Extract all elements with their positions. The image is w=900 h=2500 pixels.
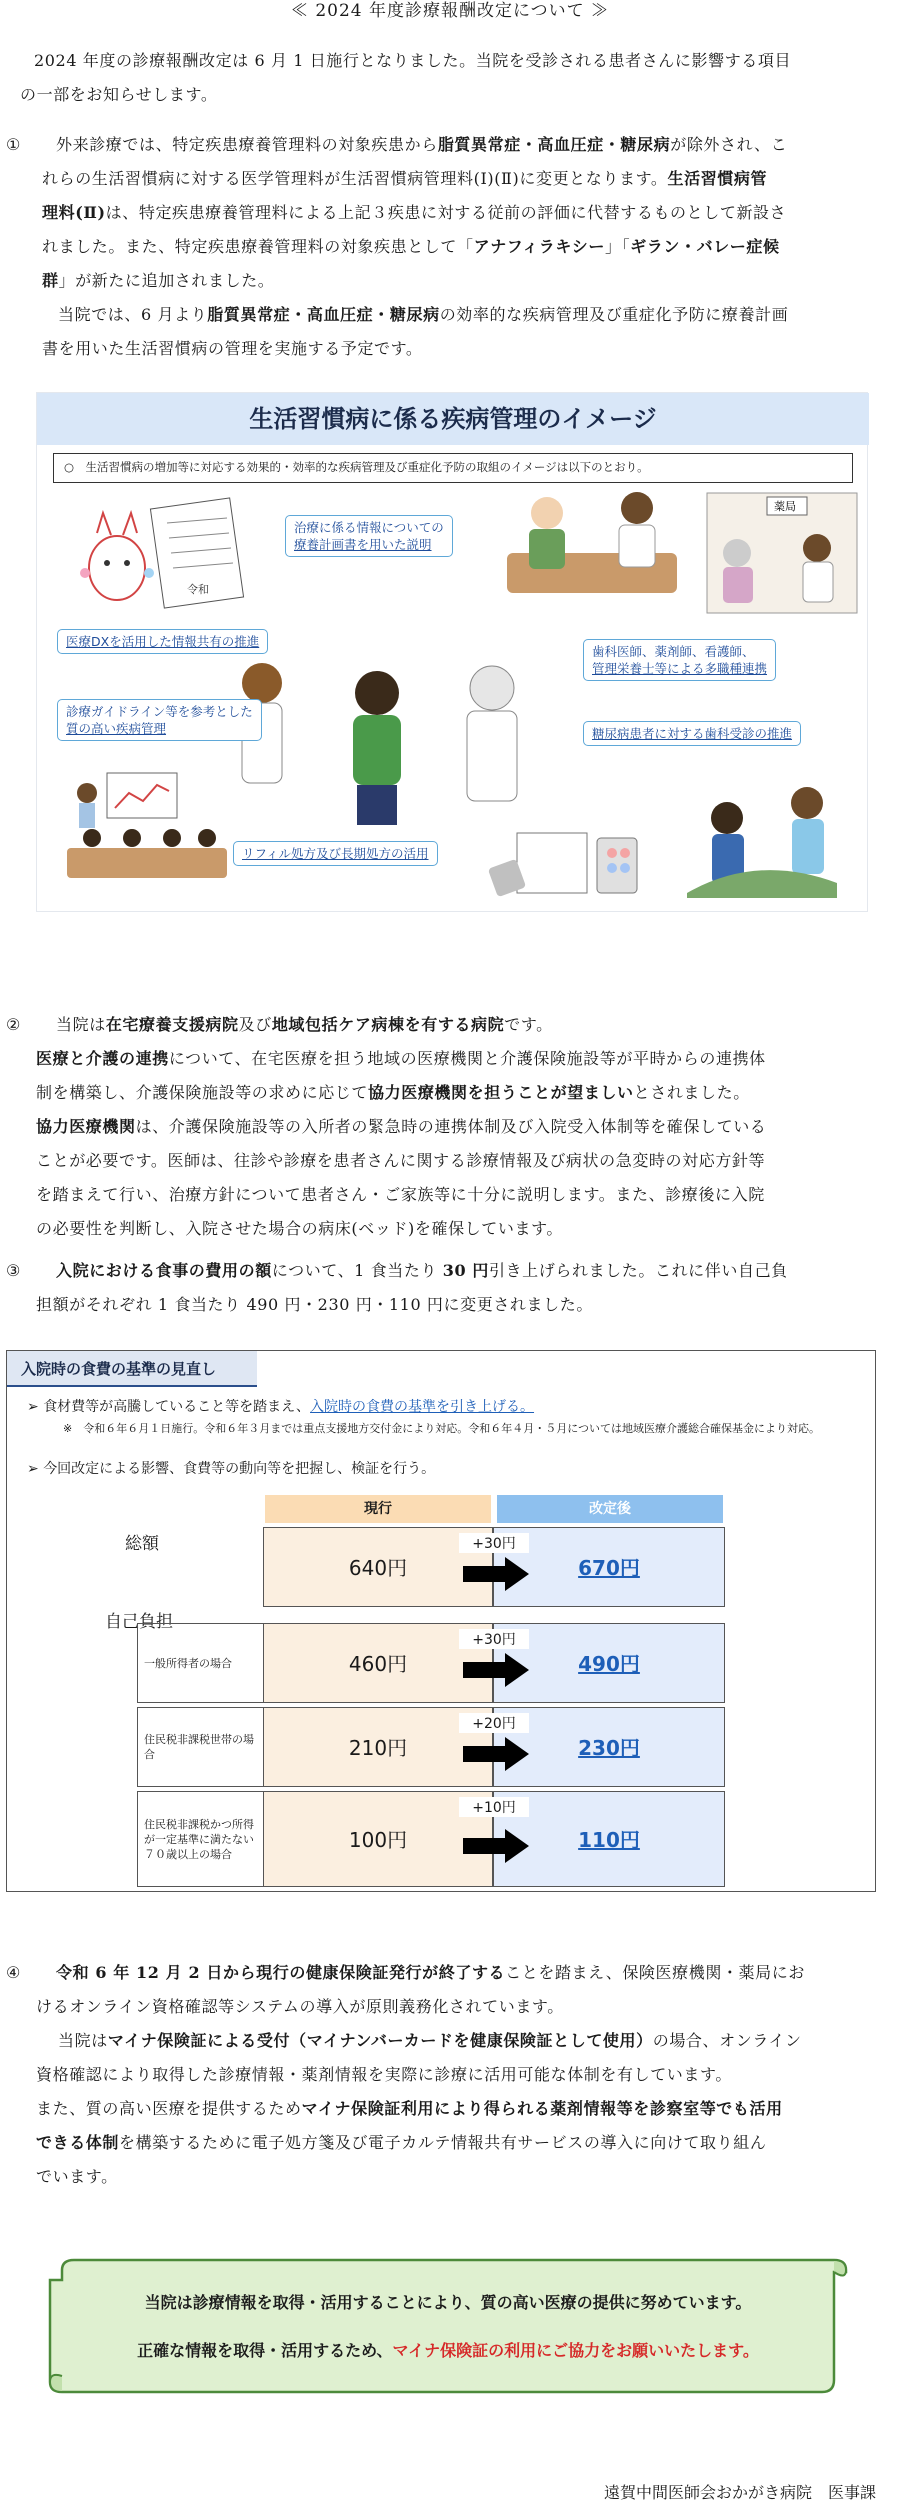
text: 脂質異常症・高血圧症・糖尿病 (207, 305, 440, 324)
text: 地域包括ケア病棟を有する病院 (271, 1015, 505, 1034)
pharmacy-scene (707, 493, 857, 613)
text: を構築するために電子処方箋及び電子カルテ情報共有サービスの導入に向けて取り組ん (119, 2133, 767, 2152)
figure-title: 生活習慣病に係る疾病管理のイメージ (37, 393, 869, 445)
text: 引き上げられました。これに伴い自己負 (488, 1261, 788, 1280)
text: 書を用いた生活習慣病の管理を実施する予定です。 (42, 339, 423, 358)
col-current: 現行 (265, 1495, 491, 1523)
section-number: ③ (6, 1261, 21, 1280)
text: 制を構築し、介護保険施設等の求めに応じて (36, 1083, 369, 1102)
signature: 遠賀中間医師会おかがき病院 医事課 (603, 2483, 876, 2500)
arrow-right-icon (463, 1737, 529, 1771)
text: の場合、オンライン (652, 2031, 802, 2050)
increase-amount: +10円 (459, 1797, 529, 1817)
text: 協力医療機関を担うことが望ましい (368, 1083, 634, 1102)
figure-header: 入院時の食費の基準の見直し (7, 1351, 257, 1387)
text: 生活習慣病管 (667, 169, 768, 188)
text: 在宅療養支援病院 (105, 1015, 239, 1034)
section-number: ② (6, 1015, 21, 1034)
section-1 (6, 128, 886, 366)
scroll-frame (44, 2256, 852, 2396)
text: でいます。 (36, 2167, 118, 2186)
text: 協力医療機関 (36, 1117, 136, 1136)
text: 30 円 (442, 1261, 489, 1280)
section-number: ① (6, 135, 21, 154)
text: 入院における食事の費用の額 (56, 1261, 272, 1280)
current-amount: 210円 (263, 1707, 493, 1787)
mascot-icon (80, 513, 154, 600)
label-medical-dx: 医療DXを活用した情報共有の推進 (57, 629, 268, 654)
section-2 (6, 1008, 886, 1246)
medication-icon (488, 833, 637, 897)
text: れました。また、特定疾患療養管理料の対象疾患として「 (42, 237, 474, 256)
text: 当院は (58, 2031, 108, 2050)
text: また、質の高い医療を提供するため (36, 2099, 302, 2118)
lifestyle-disease-figure (36, 392, 868, 912)
dental-scene (687, 787, 837, 898)
text: について、在宅医療を担う地域の医療機関と介護保険施設等が平時からの連携体 (168, 1049, 766, 1068)
col-revised: 改定後 (497, 1495, 723, 1523)
section-4 (6, 1956, 886, 2194)
revised-amount: 490円 (493, 1623, 725, 1703)
text: 群 (42, 271, 59, 290)
current-amount: 100円 (263, 1791, 493, 1887)
plan-document-icon (150, 498, 243, 608)
text: ギラン・バレー症候 (630, 237, 780, 256)
text: ことを踏まえ、保険医療機関・薬局にお (505, 1963, 805, 1982)
text: けるオンライン資格確認等システムの導入が原則義務化されています。 (36, 1997, 564, 2016)
text: について、1 食当たり (271, 1261, 443, 1280)
text: を踏まえて行い、治療方針について患者さん・ご家族等に十分に説明します。また、診療後に入院 (36, 1185, 765, 1204)
text: マイナ保険証による受付（マイナンバーカードを健康保険証として使用） (107, 2031, 653, 2050)
bullet-1: ➢ 食材費等が高騰していること等を踏まえ、入院時の食費の基準を引き上げる。 (27, 1399, 535, 1415)
label-refill: リフィル処方及び長期処方の活用 (233, 841, 438, 866)
current-amount: 640円 (263, 1527, 493, 1607)
intro-line: の一部をお知らせします。 (20, 85, 218, 104)
notice-line-2: 正確な情報を取得・活用するため、マイナ保険証の利用にご協力をお願いいたします。 (137, 2341, 759, 2360)
section-3 (6, 1254, 886, 1322)
page-title: ≪ 2024 年度診療報酬改定について ≫ (290, 1, 610, 21)
increase-amount: +30円 (459, 1533, 529, 1553)
section-number: ④ (6, 1963, 21, 1982)
label-guidelines: 診療ガイドライン等を参考とした 質の高い疾病管理 (57, 699, 262, 741)
revised-amount: 230円 (493, 1707, 725, 1787)
text: 資格確認により取得した診療情報・薬剤情報を実際に診療に活用可能な体制を有しています。 (36, 2065, 732, 2084)
text: です。 (504, 1015, 553, 1034)
text: 担額がそれぞれ 1 食当たり 490 円・230 円・110 円に変更されました。 (36, 1295, 593, 1314)
intro-line: 2024 年度の診療報酬改定は 6 月 1 日施行となりました。当院を受診される患者さんに影響する項目 (34, 51, 792, 70)
nurse-patient-doctor-scene (242, 663, 517, 825)
text: 」が新たに追加されました。 (58, 271, 275, 290)
bullet-2: ➢ 今回改定による影響、食費等の動向等を把握し、検証を行う。 (27, 1461, 436, 1477)
arrow-right-icon (463, 1829, 529, 1863)
consultation-scene (507, 492, 677, 593)
figure-note: ○ 生活習慣病の増加等に対応する効果的・効率的な疾病管理及び重症化予防の取組のイメージは以下のとおり。 (53, 453, 853, 483)
document-text: 令和 (187, 583, 209, 596)
text: 外来診療では、特定疾患療養管理料の対象疾患から (56, 135, 438, 154)
notice-line-1: 当院は診療情報を取得・活用することにより、質の高い医療の提供に努めています。 (144, 2293, 752, 2312)
revised-amount: 670円 (493, 1527, 725, 1607)
lecture-scene (67, 773, 227, 878)
text: の効率的な疾病管理及び重症化予防に療養計画 (439, 305, 789, 324)
text: れらの生活習慣病に対する医学管理料が生活習慣病管理料(Ⅰ)(Ⅱ)に変更となります。 (42, 169, 668, 188)
current-amount: 460円 (263, 1623, 493, 1703)
row-label: 住民税非課税かつ所得が一定基準に満たない７０歳以上の場合 (137, 1791, 263, 1887)
intro (20, 44, 880, 112)
label-care-plan: 治療に係る情報についての 療養計画書を用いた説明 (285, 515, 453, 557)
text: 令和 6 年 12 月 2 日から現行の健康保険証発行が終了する (56, 1963, 506, 1982)
text: とされました。 (633, 1083, 750, 1102)
text: は、介護保険施設等の入所者の緊急時の連携体制及び入院受入体制等を確保している (135, 1117, 767, 1136)
text: 理料(Ⅱ) (42, 203, 106, 222)
increase-amount: +30円 (459, 1629, 529, 1649)
text: 脂質異常症・高血圧症・糖尿病 (437, 135, 671, 154)
text: は、特定疾患療養管理料による上記３疾患に対する従前の評価に代替するものとして新設さ (105, 203, 787, 222)
revised-amount: 110円 (493, 1791, 725, 1887)
row-label: 住民税非課税世帯の場合 (137, 1707, 263, 1787)
text: マイナ保険証利用により得られる薬剤情報等を診察室等でも活用 (301, 2099, 783, 2118)
label-multidisciplinary: 歯科医師、薬剤師、看護師、 管理栄養士等による多職種連携 (583, 639, 776, 681)
notice-banner (44, 2256, 852, 2396)
arrow-right-icon (463, 1653, 529, 1687)
text: 及び (238, 1015, 272, 1034)
figure-note: ※ 令和６年６月１日施行。令和６年３月までは重点支援地方交付金により対応。令和６年４月・５月については地域医療介護総合確保基金により対応。 (63, 1422, 820, 1435)
text: の必要性を判断し、入院させた場合の病床(ベッド)を確保しています。 (36, 1219, 564, 1238)
total-label: 総額 (125, 1534, 159, 1554)
pharmacy-sign: 薬局 (774, 500, 796, 513)
text: 当院は (56, 1015, 106, 1034)
text: 医療と介護の連携 (36, 1049, 169, 1068)
self-pay-label: 自己負担 (105, 1612, 173, 1632)
text: アナフィラキシー (473, 237, 605, 256)
meal-cost-figure (6, 1350, 876, 1892)
text: 当院では、6 月より (58, 305, 208, 324)
text: 」「 (604, 237, 631, 256)
text: ことが必要です。医師は、往診や診療を患者さんに関する診療情報及び病状の急変時の対応方針等 (36, 1151, 766, 1170)
increase-amount: +20円 (459, 1713, 529, 1733)
text: が除外され、こ (670, 135, 788, 154)
label-dental-visit: 糖尿病患者に対する歯科受診の推進 (583, 721, 801, 746)
row-label: 一般所得者の場合 (137, 1623, 263, 1703)
text: できる体制 (36, 2133, 120, 2152)
arrow-right-icon (463, 1557, 529, 1591)
